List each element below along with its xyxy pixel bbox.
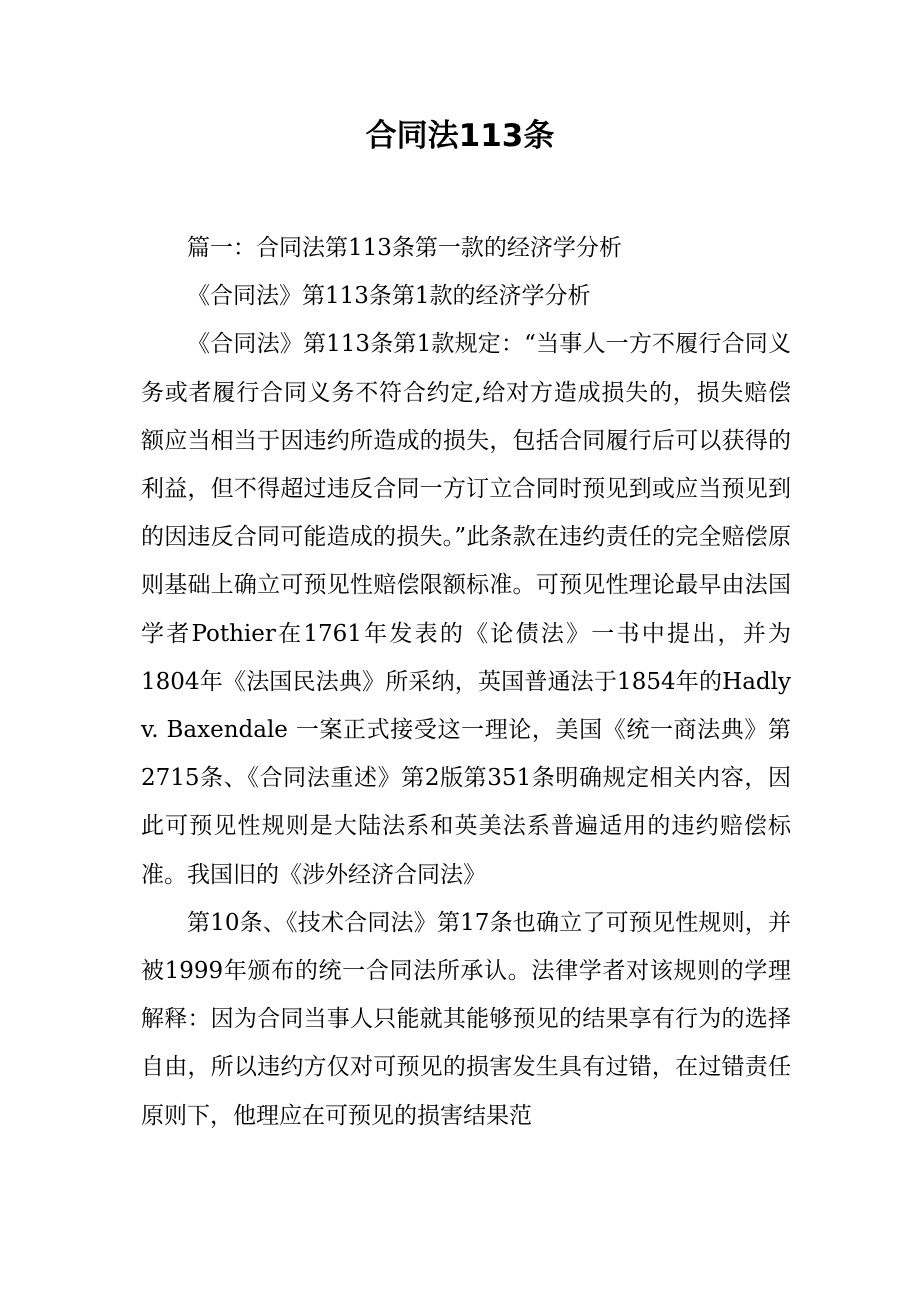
document-body: [141, 224, 791, 1140]
document-title: 合同法113条: [365, 118, 555, 154]
paragraph-section-heading: 篇一：合同法第113条第一款的经济学分析: [187, 235, 622, 261]
paragraph-continuation: 第10条、《技术合同法》第17条也确立了可预见性规则，并被1999年颁布的统一合同法所承认。法律学者对该规则的学理解释：因为合同当事人只能就其能够预见的结果享有行为的选择自由，所以违约方仅对可预见的损害发生具有过错，在过错责任原则下，他理应在可预见的损害结果范: [141, 909, 791, 1129]
paragraph-article-text: 《合同法》第113条第1款规定：“当事人一方不履行合同义务或者履行合同义务不符合约定,给对方造成损失的，损失赔偿额应当相当于因违约所造成的损失，包括合同履行后可以获得的利益，但不得超过违反合同一方订立合同时预见到或应当预见到的因违反合同可能造成的损失。”此条款在违约责任的完全赔偿原则基础上确立可预见性赔偿限额标准。可预见性理论最早由法国学者Pothier在1761年发表的《论债法》一书中提出，并为1804年《法国民法典》所采纳，英国普通法于1854年的Hadly v. Baxendale 一案正式接受这一理论，美国《统一商法典》第2715条、《合同法重述》第2版第351条明确规定相关内容，因此可预见性规则是大陆法系和英美法系普遍适用的违约赔偿标准。我国旧的《涉外经济合同法》: [141, 331, 791, 888]
paragraph-subtitle: 《合同法》第113条第1款的经济学分析: [187, 283, 591, 310]
